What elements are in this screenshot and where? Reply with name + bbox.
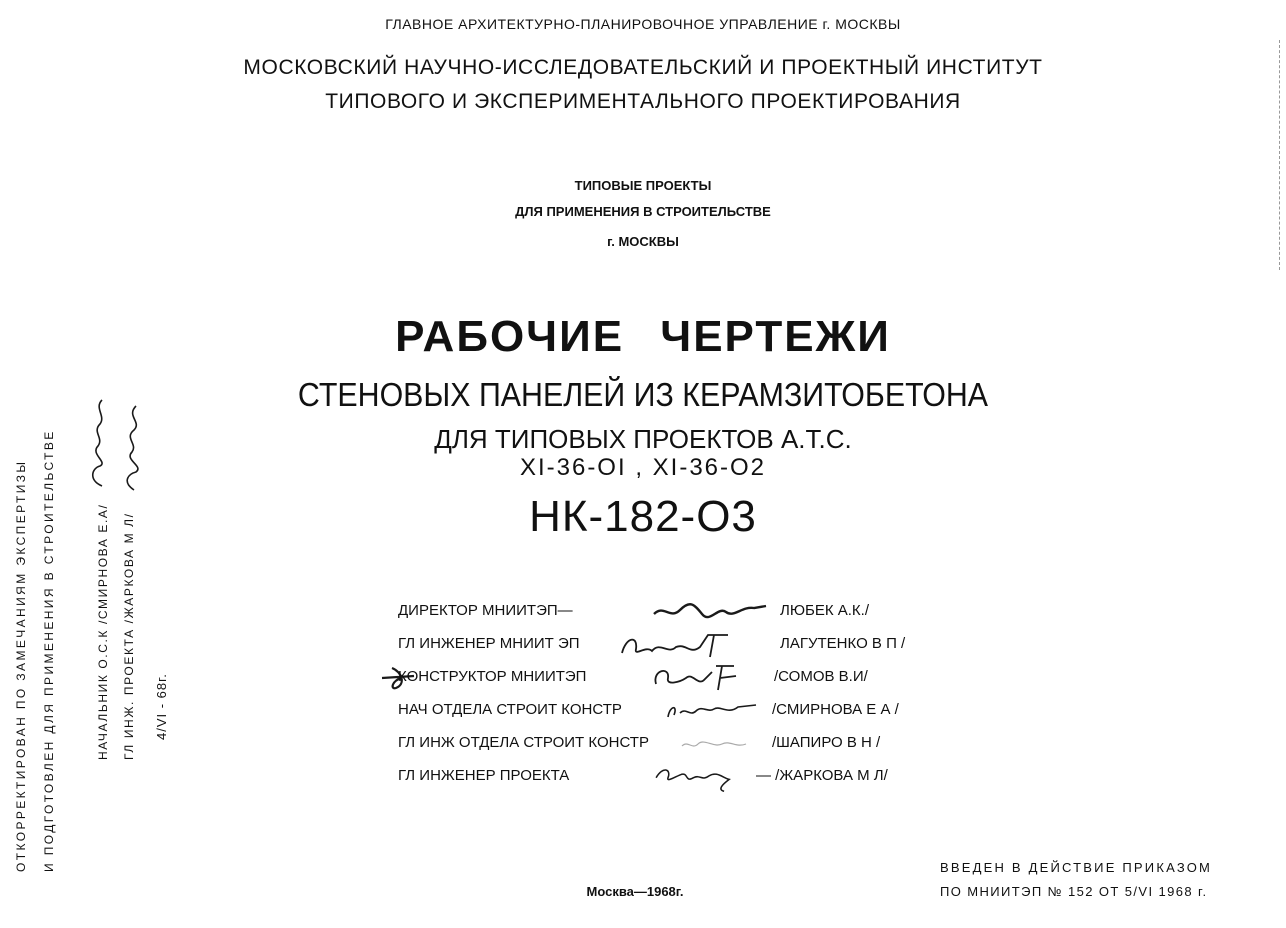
signature-role: ГЛ ИНЖЕНЕР ПРОЕКТА: [398, 767, 570, 784]
signature-row-director: [380, 596, 940, 629]
signature-role: ГЛ ИНЖЕНЕР МНИИТ ЭП: [398, 635, 580, 652]
document-code: НК-182-О3: [529, 492, 757, 541]
handwritten-signature: [674, 726, 764, 760]
signature-row-designer: [380, 662, 940, 695]
signature-role: КОНСТРУКТОР МНИИТЭП: [398, 668, 587, 685]
header-line-2: МОСКОВСКИЙ НАУЧНО-ИССЛЕДОВАТЕЛЬСКИЙ И ПРОЕКТНЫЙ ИНСТИТУТ: [243, 56, 1043, 79]
signature-role: ГЛ ИНЖ ОТДЕЛА СТРОИТ КОНСТР: [398, 734, 649, 751]
handwritten-signature-vertical: [116, 394, 146, 494]
signature-name: ЛЮБЕК А.К./: [780, 602, 869, 619]
series-line-1: ТИПОВЫЕ ПРОЕКТЫ: [574, 178, 712, 193]
signature-row-project-engineer: [380, 761, 940, 794]
project-numbers: XI-36-OI , XI-36-O2: [519, 454, 767, 481]
handwritten-signature: [662, 693, 762, 727]
handwritten-signature: [616, 627, 736, 661]
signature-name: /СОМОВ В.И/: [774, 668, 868, 685]
side-note-department-head: НАЧАЛЬНИК О.С.К /СМИРНОВА Е.А/: [96, 503, 110, 760]
document-subtitle-1: СТЕНОВЫХ ПАНЕЛЕЙ ИЗ КЕРАМЗИТОБЕТОНА: [297, 376, 989, 413]
document-subtitle-2: ДЛЯ ТИПОВЫХ ПРОЕКТОВ А.Т.С.: [434, 424, 852, 454]
series-line-3: г. МОСКВЫ: [607, 234, 679, 249]
signature-name: /СМИРНОВА Е А /: [772, 701, 899, 718]
side-note-corrected: ОТКОРРЕКТИРОВАН ПО ЗАМЕЧАНИЯМ ЭКСПЕРТИЗЫ: [14, 459, 28, 872]
signature-name: ЛАГУТЕНКО В П /: [780, 635, 906, 652]
document-title: РАБОЧИЕ ЧЕРТЕЖИ: [395, 312, 891, 361]
signature-block: [380, 596, 940, 794]
side-note-date: 4/VI - 68г.: [154, 673, 169, 740]
side-note-project-engineer: ГЛ ИНЖ. ПРОЕКТА /ЖАРКОВА М Л/: [122, 512, 136, 760]
signature-row-department-head: [380, 695, 940, 728]
signature-name: /ШАПИРО В Н /: [772, 734, 881, 751]
order-line-2: ПО МНИИТЭП № 152 ОТ 5/VI 1968 г.: [940, 884, 1208, 899]
signature-role: ДИРЕКТОР МНИИТЭП—: [398, 602, 573, 619]
scan-edge-line: [1278, 40, 1280, 270]
signature-row-chief-engineer: [380, 629, 940, 662]
header-line-1: ГЛАВНОЕ АРХИТЕКТУРНО-ПЛАНИРОВОЧНОЕ УПРАВЛЕНИЕ г. МОСКВЫ: [385, 16, 901, 32]
header-line-3: ТИПОВОГО И ЭКСПЕРИМЕНТАЛЬНОГО ПРОЕКТИРОВАНИЯ: [325, 90, 961, 113]
signature-row-department-engineer: [380, 728, 940, 761]
signature-name: — /ЖАРКОВА М Л/: [756, 767, 888, 784]
handwritten-signature: [650, 594, 770, 628]
handwritten-signature: [642, 759, 762, 793]
handwritten-signature-vertical: [82, 390, 112, 490]
side-note-prepared: И ПОДГОТОВЛЕН ДЛЯ ПРИМЕНЕНИЯ В СТРОИТЕЛЬСТВЕ: [42, 429, 56, 872]
order-line-1: ВВЕДЕН В ДЕЙСТВИЕ ПРИКАЗОМ: [940, 860, 1213, 875]
series-line-2: ДЛЯ ПРИМЕНЕНИЯ В СТРОИТЕЛЬСТВЕ: [515, 204, 771, 219]
handwritten-signature: [650, 660, 770, 694]
place-and-year: Москва—1968г.: [586, 884, 684, 899]
signature-role: НАЧ ОТДЕЛА СТРОИТ КОНСТР: [398, 701, 622, 718]
